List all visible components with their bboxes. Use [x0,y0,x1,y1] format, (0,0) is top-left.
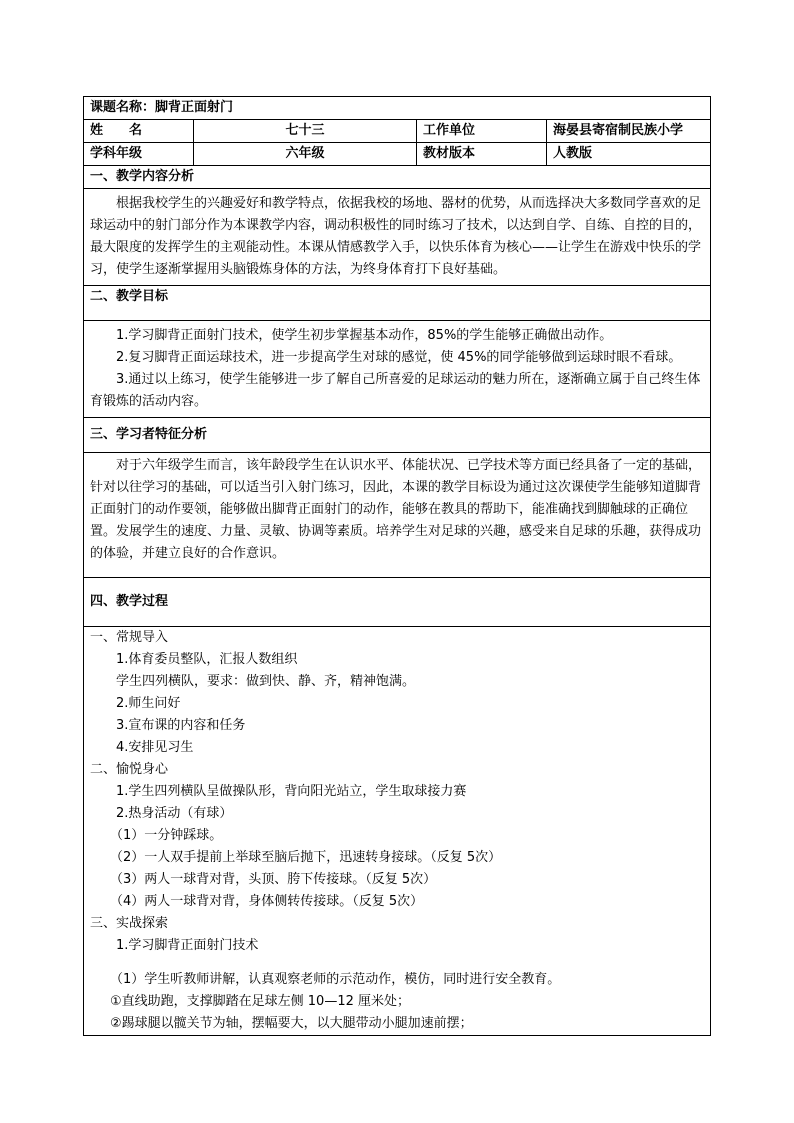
grade-value: 六年级 [194,143,417,166]
process-step: （3）两人一球背对背，头顶、胯下传接球。（反复 5次） [110,872,437,887]
lesson-plan-table [83,96,711,1036]
process-step: 3.宣布课的内容和任务 [116,718,246,733]
process-step: 1.体育委员整队，汇报人数组织 [116,652,298,667]
unit-label: 工作单位 [417,120,547,143]
process-step: 三、实战探索 [90,916,169,931]
process-step: 二、愉悦身心 [90,762,169,777]
objective-item: 1.学习脚背正面射门技术，使学生初步掌握基本动作，85%的学生能够正确做出动作。 [116,328,613,343]
grade-label: 学科年级 [84,143,194,166]
section2-heading-row [84,286,711,321]
section4-heading-row [84,578,711,627]
section1-heading-row [84,166,711,189]
objective-item: 3.通过以上练习，使学生能够进一步了解自己所喜爱的足球运动的魅力所在，逐渐确立属于自己终生体育锻炼的活动内容。 [90,372,701,409]
section2-body-row [84,321,711,418]
section4-body-row [84,627,711,1036]
process-step: 一、常规导入 [90,630,169,645]
edition-label: 教材版本 [417,143,547,166]
process-step: （1）一分钟踩球。 [110,828,223,843]
title-row [84,97,711,120]
section1-body-row [84,189,711,286]
section3-heading: 三、学习者特征分析 [84,418,711,453]
process-step: ②踢球腿以髋关节为轴，摆幅要大，以大腿带动小腿加速前摆； [110,1016,473,1031]
name-label: 姓 名 [84,120,194,143]
unit-value: 海晏县寄宿制民族小学 [547,120,711,143]
section3-body-row [84,453,711,578]
process-step: （2）一人双手提前上举球至脑后抛下，迅速转身接球。（反复 5次） [110,850,502,865]
section1-heading: 一、教学内容分析 [84,166,711,189]
process-step: （1）学生听教师讲解，认真观察老师的示范动作，模仿，同时进行安全教育。 [110,972,561,987]
process-step: 2.热身活动（有球） [116,806,233,821]
objective-item: 2.复习脚背正面运球技术，进一步提高学生对球的感觉，使 45%的同学能够做到运球时眼不看球。 [116,350,682,365]
info-row-1 [84,120,711,143]
section3-heading-row [84,418,711,453]
lesson-title: 课题名称：脚背正面射门 [84,97,711,120]
edition-value: 人教版 [547,143,711,166]
info-row-2 [84,143,711,166]
process-step: 4.安排见习生 [116,740,194,755]
process-step: （4）两人一球背对背，身体侧转传接球。（反复 5次） [110,894,424,909]
process-step: 2.师生问好 [116,696,181,711]
process-step: 1.学习脚背正面射门技术 [116,938,259,953]
process-step: 1.学生四列横队呈做操队形，背向阳光站立，学生取球接力赛 [116,784,467,799]
section1-text: 根据我校学生的兴趣爱好和教学特点，依据我校的场地、器材的优势，从而选择决大多数同学喜欢的足球运动中的射门部分作为本课教学内容，调动积极性的同时练习了技术，以达到自学、自练、自控的目的，最大限度的发挥学生的主观能动性。本课从情感教学入手，以快乐体育为核心——让学生在游戏中快乐的学习，使学生逐渐掌握用头脑锻炼身体的方法，为终身体育打下良好基础。 [90,196,702,277]
section4-heading: 四、教学过程 [84,578,711,627]
process-step: 学生四列横队，要求：做到快、静、齐，精神饱满。 [116,674,416,689]
name-value: 七十三 [194,120,417,143]
section3-text: 对于六年级学生而言，该年龄段学生在认识水平、体能状况、已学技术等方面已经具备了一定的基础，针对以往学习的基础，可以适当引入射门练习，因此，本课的教学目标设为通过这次课使学生能够知道脚背正面射门的动作要领，能够做出脚背正面射门的动作，能够在教具的帮助下，能准确找到脚触球的正确位置。发展学生的速度、力量、灵敏、协调等素质。培养学生对足球的兴趣，感受来自足球的乐趣，获得成功的体验，并建立良好的合作意识。 [90,458,702,561]
process-step: ①直线助跑，支撑脚踏在足球左侧 10—12 厘米处； [110,994,411,1009]
section2-heading: 二、教学目标 [84,286,711,321]
